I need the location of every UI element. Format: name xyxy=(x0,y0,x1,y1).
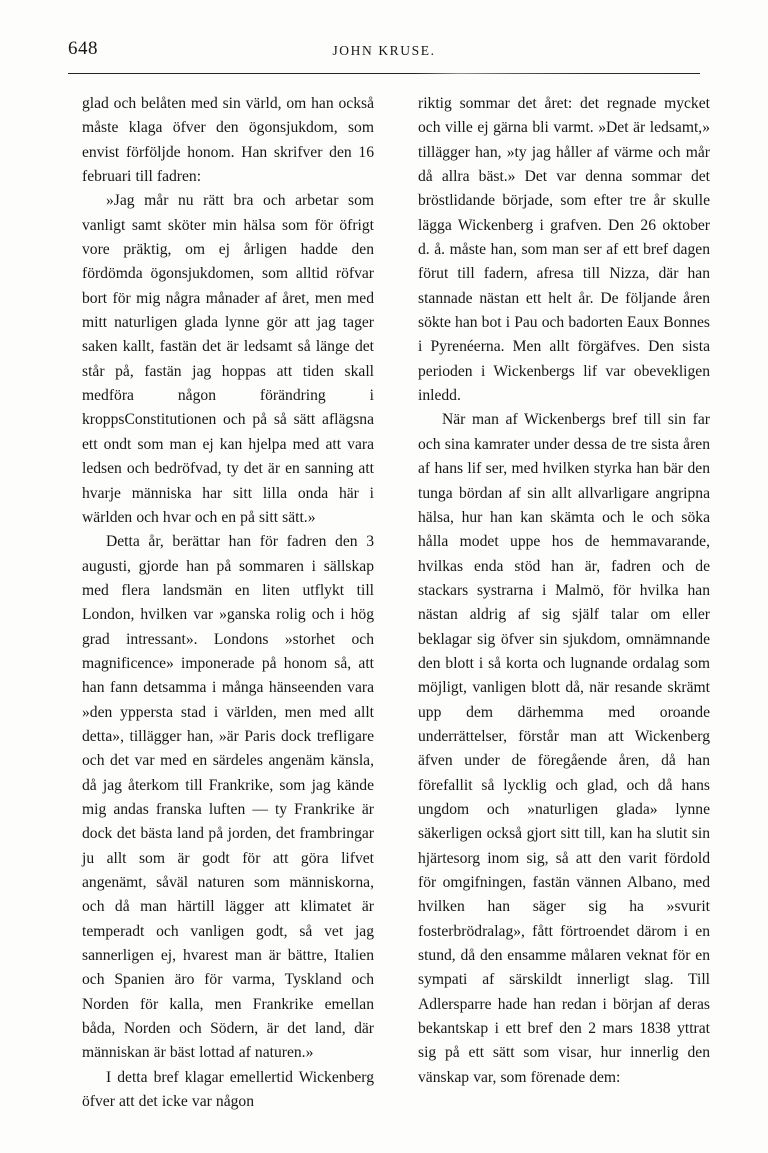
running-title: JOHN KRUSE. xyxy=(332,43,436,58)
text-column-left xyxy=(82,92,374,1114)
running-head xyxy=(68,38,700,66)
paragraph: riktig sommar det året: det regnade mycket och ville ej gärna bli varmt. »Det är ledsamt,» tillägger han, »ty jag håller af värme och mår då allra bäst.» Det var denna sommar det bröstlidande började, som efter tre år skulle lägga Wickenberg i grafven. Den 26 oktober d. å. måste han, som man ser af ett bref dagen förut till fadern, afresa till Nizza, där han stannade nästan ett helt år. De följande åren sökte han bot i Pau och badorten Eaux Bonnes i Pyrenéerna. Men allt förgäfves. Den sista perioden i Wickenbergs lif var obevekligen inledd. xyxy=(418,95,710,405)
body-columns xyxy=(68,92,710,1111)
paragraph: Detta år, berättar han för fadren den 3 augusti, gjorde han på sommaren i sällskap med flera landsmän en liten utflykt till London, hvilken var »ganska rolig och i hög grad intressant». Londons »storhet och magnificence» imponerade på honom så, att han fann detsamma i många hänseenden vara »den yppersta stad i världen, men med allt detta», tillägger han, »är Paris dock trefligare och det var med en särdeles angenäm känsla, då jag återkom till Frankrike, som jag kände mig andas franska luften — ty Frankrike är dock det bästa land på jorden, det frambringar ju allt som är godt för att göra lifvet angenämt, såväl naturen som människorna, och då man härtill lägger att klimatet är temperadt och vanligen godt, så vet jag sannerligen ej, hvarest man är bättre, Italien och Spanien äro för varma, Tyskland och Norden för kalla, men Frankrike emellan båda, Norden och Södern, är det land, där människan är bäst lottad af naturen.» xyxy=(82,533,374,1062)
text-column-right xyxy=(418,92,710,1090)
page-number: 648 xyxy=(68,38,98,59)
paragraph: glad och belåten med sin värld, om han också måste klaga öfver den ögonsjukdom, som envist förföljde honom. Han skrifver den 16 februari till fadren: xyxy=(82,95,374,186)
paragraph: I detta bref klagar emellertid Wickenberg öfver att det icke var någon xyxy=(82,1068,374,1111)
header-divider-rule xyxy=(68,73,700,74)
paragraph: »Jag mår nu rätt bra och arbetar som vanligt samt sköter min hälsa som för öfrigt vore präktig, om ej årligen hadde den fördömda ögonsjukdomen, som alltid röfvar bort för mig några månader af året, men med mitt naturligen glada lynne gör att jag tager saken kallt, fastän det är ledsamt så länge det står på, fastän jag hoppas att tiden skall medföra någon förändring i kroppsConstitutionen och på så sätt aflägsna ett ondt som man ej kan hjelpa med att vara ledsen och bedröfvad, ty det är en sanning att hvarje människa har sitt lilla onda här i wärlden och hvar och en på sitt sätt.» xyxy=(82,192,374,526)
paragraph: När man af Wickenbergs bref till sin far och sina kamrater under dessa de tre sista åren af hans lif ser, med hvilken styrka han bär den tunga bördan af sin allt allvarligare angripna hälsa, hur han kan skämta och le och söka hålla modet uppe hos de hemmavarande, hvilkas enda stöd han är, fadren och de stackars systrarna i Malmö, för hvilka han nästan aldrig af sig själf talar om eller beklagar sig öfver sin sjukdom, omnämnande den blott i så korta och lugnande ordalag som möjligt, vanligen blott då, när resande skrämt upp dem därhemma med oroande underrättelser, förstår man att Wickenberg äfven under de föregående åren, då han förefallit så lycklig och glad, och då hans ungdom och »naturligen glada» lynne säkerligen också gjort sitt till, kan ha slutit sin hjärtesorg inom sig, så att den varit fördold för omgifningen, fastän vännen Albano, med hvilken han säger sig ha »svurit fosterbrödralag», fått förtroendet därom i en stund, då den ensamme målaren veknat för en sympati af särskildt innerligt slag. Till Adlersparre hade han redan i början af deras bekantskap i ett bref den 2 mars 1838 yttrat sig på ett sätt som visar, hur innerlig den vänskap var, som förenade dem: xyxy=(418,411,710,1086)
